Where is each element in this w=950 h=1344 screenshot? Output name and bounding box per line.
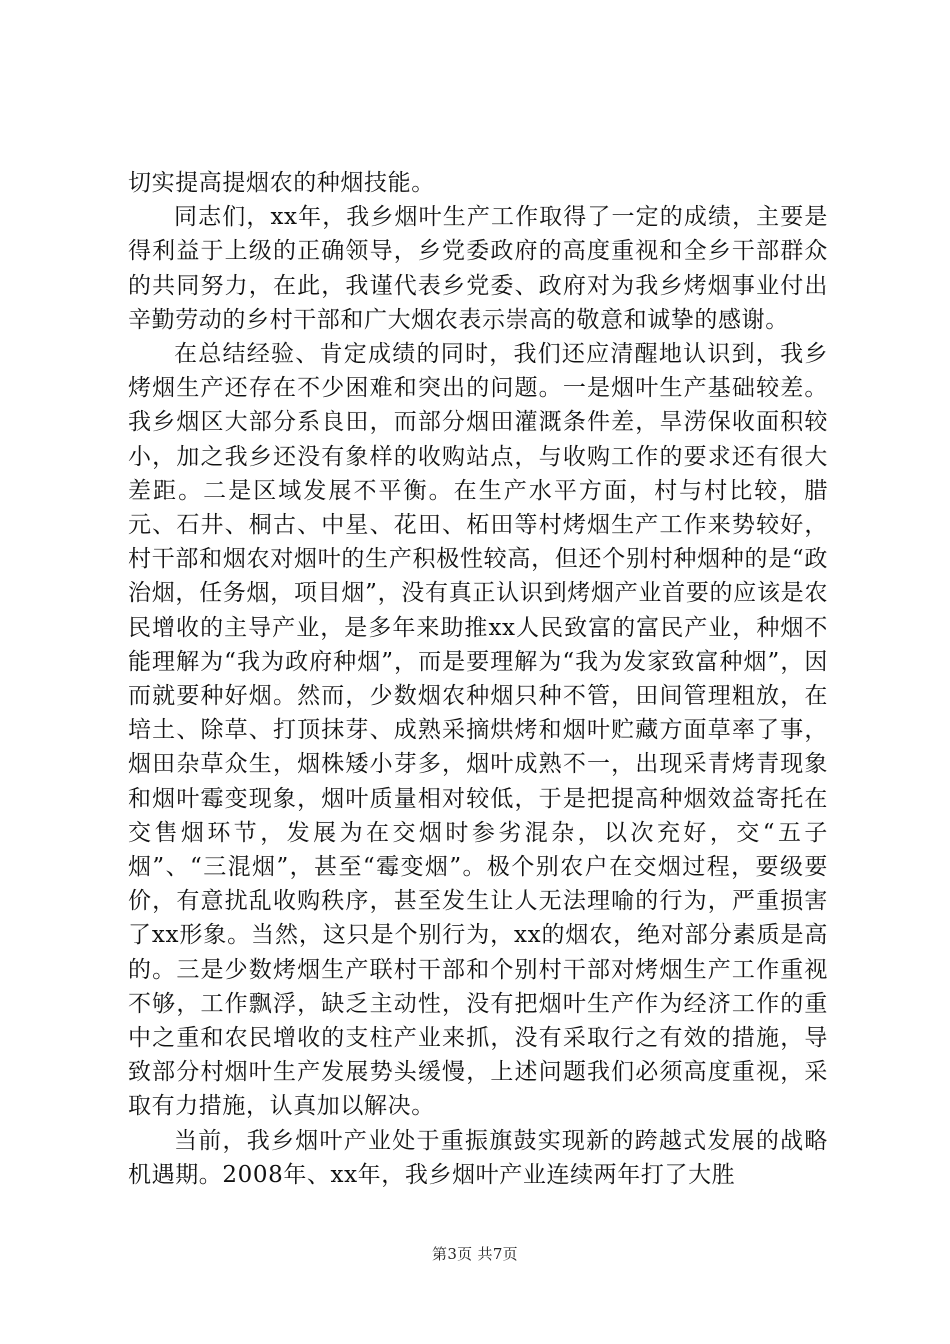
paragraph-2: 同志们，xx年，我乡烟叶生产工作取得了一定的成绩，主要是得利益于上级的正确领导，乡党委政府的高度重视和全乡干部群众的共同努力，在此，我谨代表乡党委、政府对为我乡烤烟事业付出辛勤劳动的乡村干部和广大烟农表示崇高的敬意和诚挚的感谢。 [128,204,828,333]
paragraph-4: 当前，我乡烟叶产业处于重振旗鼓实现新的跨越式发展的战略机遇期。2008年、xx年，我乡烟叶产业连续两年打了大胜 [128,1127,828,1188]
document-body [128,166,828,1192]
page-number-footer: 第3页 共7页 [432,1245,518,1263]
paragraph-3: 在总结经验、肯定成绩的同时，我们还应清醒地认识到，我乡烤烟生产还存在不少困难和突出的问题。一是烟叶生产基础较差。我乡烟区大部分系良田，而部分烟田灌溉条件差，旱涝保收面积较小，加之我乡还没有象样的收购站点，与收购工作的要求还有很大差距。二是区域发展不平衡。在生产水平方面，村与村比较，腊元、石井、桐古、中星、花田、柘田等村烤烟生产工作来势较好，村干部和烟农对烟叶的生产积极性较高，但还个别村种烟种的是“政治烟，任务烟，项目烟”，没有真正认识到烤烟产业首要的应该是农民增收的主导产业，是多年来助推xx人民致富的富民产业，种烟不能理解为“我为政府种烟”，而是要理解为“我为发家致富种烟”，因而就要种好烟。然而，少数烟农种烟只种不管，田间管理粗放，在培土、除草、打顶抹芽、成熟采摘烘烤和烟叶贮藏方面草率了事，烟田杂草众生，烟株矮小芽多，烟叶成熟不一，出现采青烤青现象和烟叶霉变现象，烟叶质量相对较低，于是把提高种烟效益寄托在交售烟环节，发展为在交烟时参劣混杂，以次充好，交“五子烟”、“三混烟”，甚至“霉变烟”。极个别农户在交烟过程，要级要价，有意扰乱收购秩序，甚至发生让人无法理喻的行为，严重损害了xx形象。当然，这只是个别行为，xx的烟农，绝对部分素质是高的。三是少数烤烟生产联村干部和个别村干部对烤烟生产工作重视不够，工作飘浮，缺乏主动性，没有把烟叶生产作为经济工作的重中之重和农民增收的支柱产业来抓，没有采取行之有效的措施，导致部分村烟叶生产发展势头缓慢，上述问题我们必须高度重视，采取有力措施，认真加以解决。 [128,341,828,1120]
paragraph-1: 切实提高提烟农的种烟技能。 [128,170,435,196]
